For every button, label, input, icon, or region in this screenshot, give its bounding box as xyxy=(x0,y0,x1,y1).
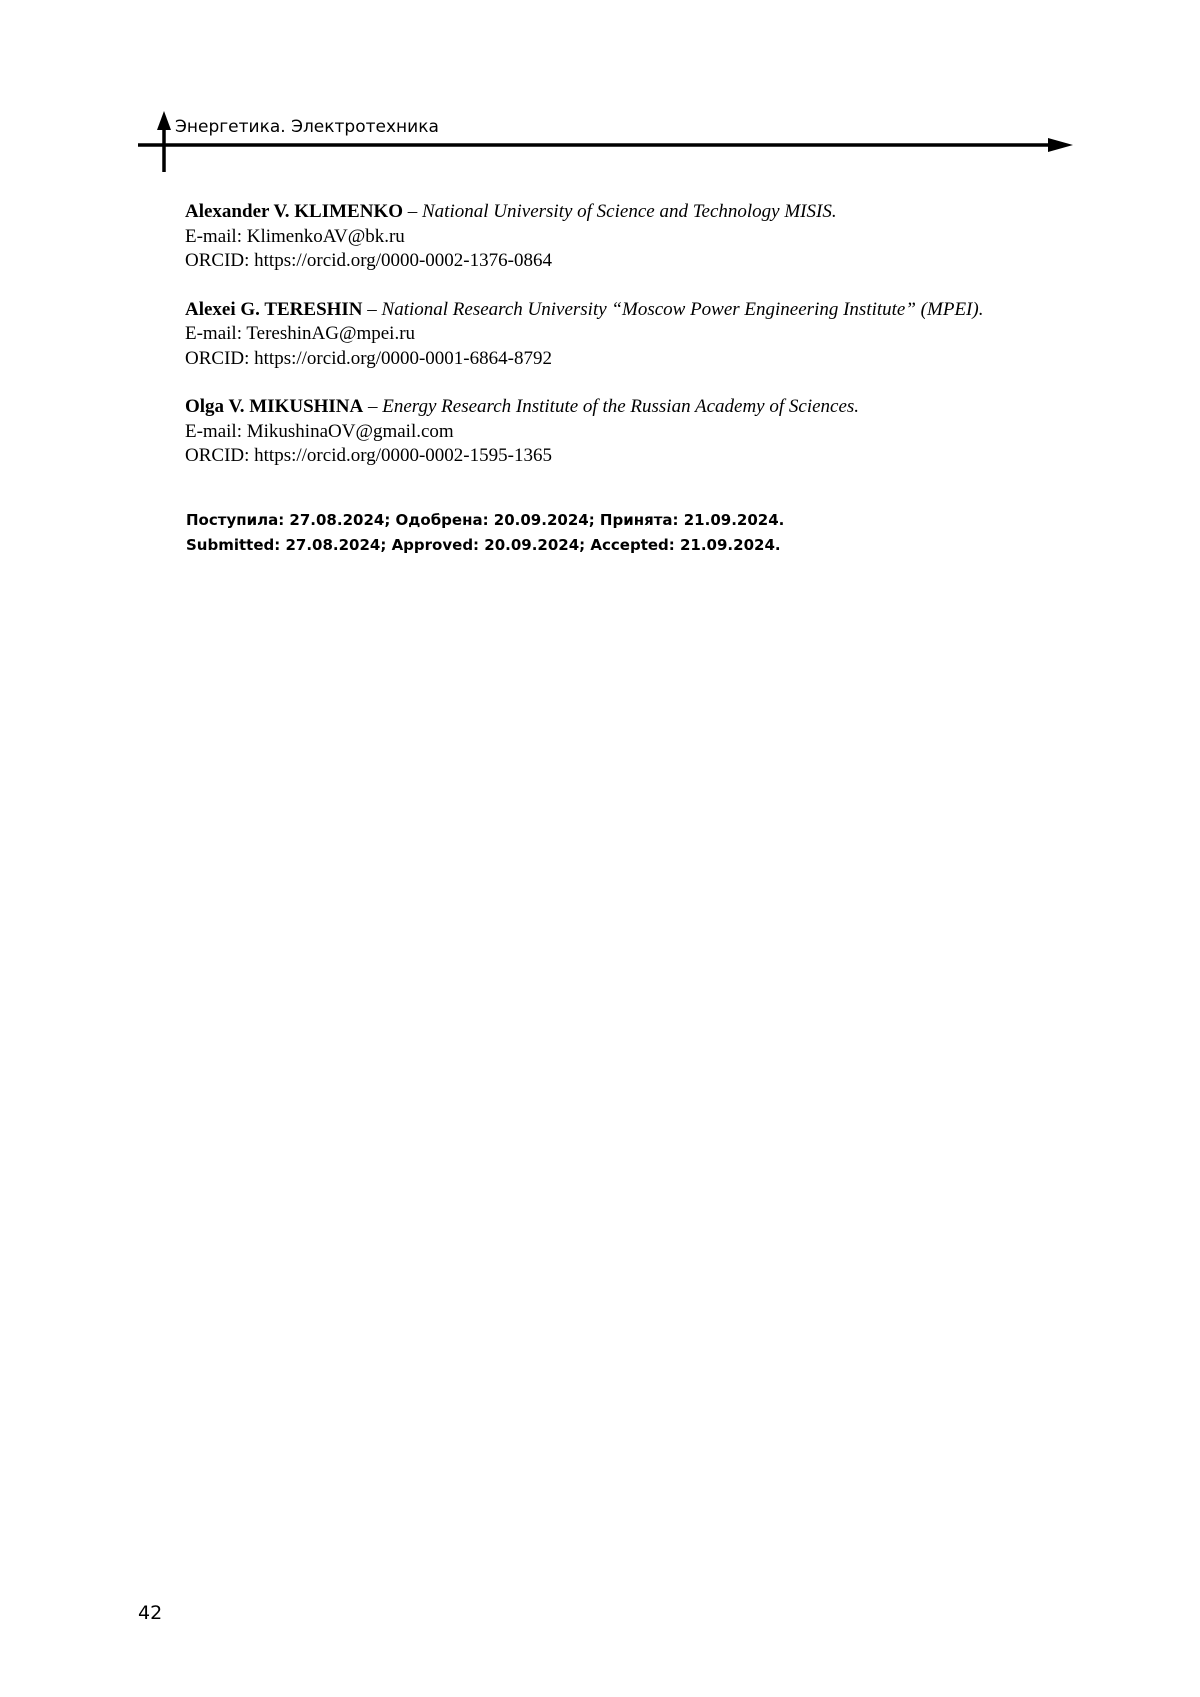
author-email: E-mail: KlimenkoAV@bk.ru xyxy=(185,225,405,247)
dates-english: Submitted: 27.08.2024; Approved: 20.09.2024; Accepted: 21.09.2024. xyxy=(186,536,781,554)
author-block xyxy=(185,298,1085,372)
submission-dates xyxy=(186,508,784,558)
author-info-section xyxy=(185,200,1085,493)
author-orcid: ORCID: https://orcid.org/0000-0001-6864-8792 xyxy=(185,347,552,369)
author-name: Alexander V. KLIMENKO xyxy=(185,201,403,222)
author-orcid: ORCID: https://orcid.org/0000-0002-1595-1365 xyxy=(185,445,552,466)
author-affiliation: National Research University “Moscow Power Engineering Institute” (MPEI). xyxy=(381,298,984,320)
header-axis-arrows xyxy=(0,0,1200,200)
author-block xyxy=(185,395,1085,469)
author-email: E-mail: MikushinaOV@gmail.com xyxy=(185,420,454,442)
author-affiliation: Energy Research Institute of the Russian Academy of Sciences. xyxy=(382,396,860,417)
dash-separator: – xyxy=(362,298,382,320)
vertical-arrow-head xyxy=(157,111,171,130)
dates-russian: Поступила: 27.08.2024; Одобрена: 20.09.2024; Принята: 21.09.2024. xyxy=(186,511,785,529)
author-orcid: ORCID: https://orcid.org/0000-0002-1376-0864 xyxy=(185,250,552,271)
author-affiliation: National University of Science and Technology MISIS. xyxy=(422,201,837,222)
dash-separator: – xyxy=(403,201,422,222)
author-name-line xyxy=(185,298,1085,323)
author-name-line xyxy=(185,200,1085,225)
running-header-title: Энергетика. Электротехника xyxy=(175,117,439,137)
author-block xyxy=(185,200,1085,274)
author-name-line xyxy=(185,395,1085,420)
author-name: Olga V. MIKUSHINA xyxy=(185,396,364,417)
author-name: Alexei G. TERESHIN xyxy=(185,298,363,320)
author-email: E-mail: TereshinAG@mpei.ru xyxy=(185,323,416,344)
dash-separator: – xyxy=(363,396,383,417)
page-number: 42 xyxy=(138,1602,163,1624)
horizontal-arrow-head xyxy=(1048,138,1073,152)
